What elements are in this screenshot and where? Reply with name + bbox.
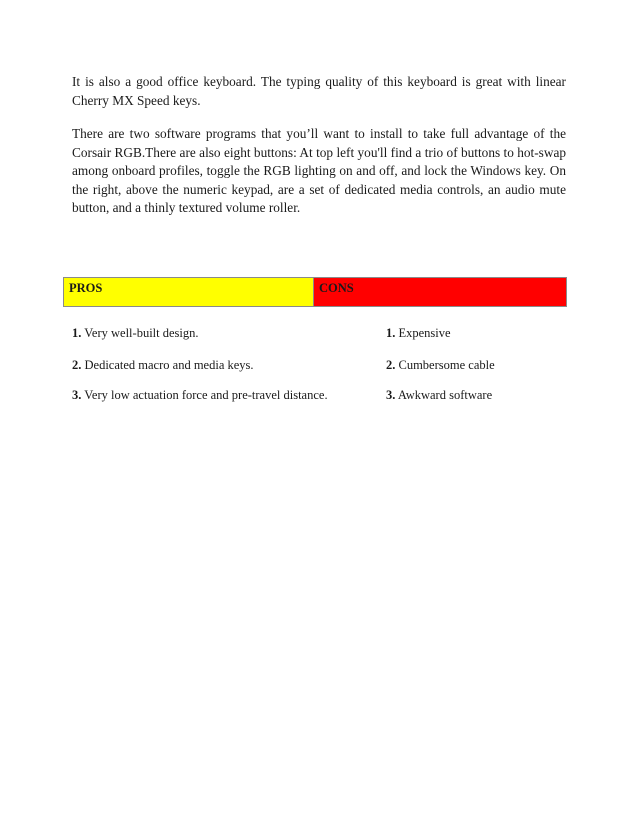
pros-item-text: Very well-built design.: [84, 326, 199, 340]
cons-header: CONS: [314, 278, 566, 306]
cons-item-number: 3.: [386, 388, 396, 402]
cons-item-text: Expensive: [398, 326, 451, 340]
pros-item: [72, 325, 199, 341]
pros-cons-header-table: [63, 277, 567, 307]
pros-item-text: Very low actuation force and pre-travel distance.: [84, 388, 328, 402]
cons-item: [386, 357, 495, 373]
pros-header: PROS: [64, 278, 314, 306]
pros-item: [72, 357, 254, 373]
paragraph-software: There are two software programs that you’ll want to install to take full advantage of the Corsair RGB.There are also eight buttons: At top left you'll find a trio of buttons to hot-swap among onboard profiles, toggle the RGB lighting on and off, and lock the Windows key. On the right, above the numeric keypad, are a set of dedicated media controls, an audio mute button, and a thinly textured volume roller.: [72, 126, 566, 215]
paragraph-intro: It is also a good office keyboard. The typing quality of this keyboard is great with linear Cherry MX Speed keys.: [72, 74, 566, 108]
pros-item-number: 3.: [72, 388, 82, 402]
pros-item-text: Dedicated macro and media keys.: [84, 358, 254, 372]
cons-item: [386, 325, 451, 341]
cons-item-text: Awkward software: [397, 388, 493, 402]
pros-item: [72, 387, 328, 403]
cons-item-number: 1.: [386, 326, 396, 340]
pros-item-number: 2.: [72, 358, 82, 372]
cons-item-text: Cumbersome cable: [398, 358, 495, 372]
cons-item-number: 2.: [386, 358, 396, 372]
pros-item-number: 1.: [72, 326, 82, 340]
cons-item: [386, 387, 492, 403]
